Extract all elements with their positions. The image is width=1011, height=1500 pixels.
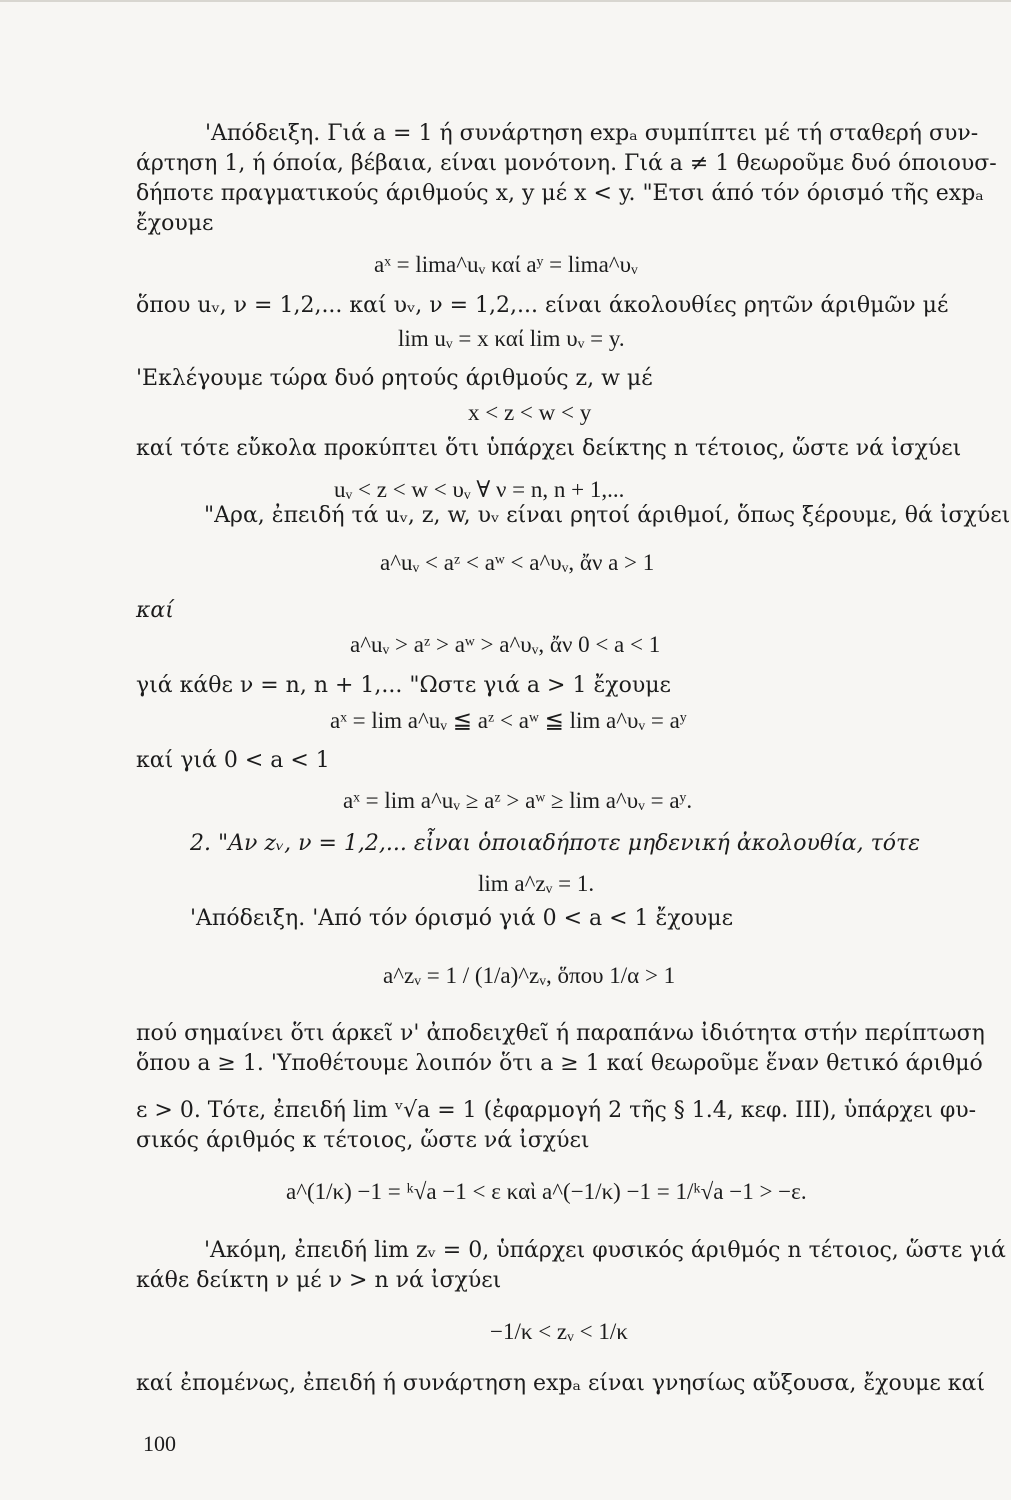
proof-paragraph-line-3: δήποτε πραγματικούς άριθμούς x, y μέ x < y. "Ετσι άπό τόν όρισμό τῆς expₐ xyxy=(136,181,984,206)
text-monotonic-conclusion: καί ἐπομένως, ἐπειδή ή συνάρτηση expₐ είναι γνησίως αὔξουσα, ἔχουμε καί xyxy=(136,1371,985,1396)
text-index-exists: καί τότε εὔκολα προκύπτει ὅτι ὑπάρχει δείκτης n τέτοιος, ὥστε νά ἰσχύει xyxy=(136,436,962,461)
equation-limits-exp: aˣ = lima^uᵥ καί aʸ = lima^υᵥ xyxy=(374,252,638,277)
paragraph-3-line-2: κάθε δείκτη ν μέ ν > n νά ἰσχύει xyxy=(136,1268,502,1293)
statement-2: 2. "Αν zᵥ, ν = 1,2,... εἶναι ὁποιαδήποτε μηδενική ἀκολουθία, τότε xyxy=(190,831,921,856)
equation-case-a-greater-one: aˣ = lim a^uᵥ ≦ aᶻ < aʷ ≦ lim a^υᵥ = aʸ xyxy=(330,708,687,733)
text-and-for-small-a: καί γιά 0 < a < 1 xyxy=(136,748,330,773)
page-number: 100 xyxy=(143,1431,176,1456)
text-and: καί xyxy=(136,598,174,623)
paragraph-2-line-2: ὅπου a ≥ 1. 'Υποθέτουμε λοιπόν ὅτι a ≥ 1 καί θεωροῦμε ἕναν θετικό άριθμό xyxy=(136,1051,983,1076)
paragraph-2-line-3: ε > 0. Τότε, ἐπειδή lim ᵛ√a = 1 (ἐφαρμογή 2 τῆς § 1.4, κεφ. III), ὑπάρχει φυ- xyxy=(136,1098,977,1123)
text-where-sequences: ὅπου uᵥ, ν = 1,2,... καί υᵥ, ν = 1,2,... είναι άκολουθίες ρητῶν άριθμῶν μέ xyxy=(136,293,949,318)
equation-case-a-less-one: aˣ = lim a^uᵥ ≥ aᶻ > aʷ ≥ lim a^υᵥ = aʸ. xyxy=(343,788,693,813)
proof-2-intro: 'Απόδειξη. 'Από τόν όρισμό γιά 0 < a < 1 ἔχουμε xyxy=(190,906,733,931)
equation-z-bounds: −1/κ < zᵥ < 1/κ xyxy=(490,1319,628,1344)
equation-sequence-ordering: uᵥ < z < w < υᵥ ∀ ν = n, n + 1,... xyxy=(334,477,625,502)
text-hence-rational: "Αρα, ἐπειδή τά uᵥ, z, w, υᵥ είναι ρητοί άριθμοί, ὅπως ξέρουμε, θά ἰσχύει xyxy=(204,503,1011,528)
equation-reciprocal-form: a^zᵥ = 1 / (1/a)^zᵥ, ὅπου 1/α > 1 xyxy=(383,963,676,988)
text-for-every-index: γιά κάθε ν = n, n + 1,... "Ωστε γιά a > 1 ἔχουμε xyxy=(136,673,671,698)
equation-ordering: x < z < w < y xyxy=(468,400,592,425)
paragraph-2-line-4: σικός άριθμός κ τέτοιος, ὥστε νά ἰσχύει xyxy=(136,1128,590,1153)
text-choose-rationals: 'Εκλέγουμε τώρα δυό ρητούς άριθμούς z, w μέ xyxy=(136,366,653,391)
proof-paragraph-line-1: 'Απόδειξη. Γιά a = 1 ή συνάρτηση expₐ συμπίπτει μέ τή σταθερή συν- xyxy=(205,121,979,146)
equation-power-decreasing: a^uᵥ > aᶻ > aʷ > a^υᵥ, ἄν 0 < a < 1 xyxy=(350,632,661,657)
proof-paragraph-line-4: ἔχουμε xyxy=(136,211,214,236)
proof-paragraph-line-2: άρτηση 1, ή όποία, βέβαια, είναι μονότονη. Γιά a ≠ 1 θεωροῦμε δυό όποιουσ- xyxy=(136,151,997,176)
equation-power-increasing: a^uᵥ < aᶻ < aʷ < a^υᵥ, ἄν a > 1 xyxy=(380,550,655,575)
equation-root-bounds: a^(1/κ) −1 = ᵏ√a −1 < ε καὶ a^(−1/κ) −1 = 1/ᵏ√a −1 > −ε. xyxy=(286,1179,807,1204)
equation-sequence-limits: lim uᵥ = x καί lim υᵥ = y. xyxy=(398,326,625,351)
equation-limit-one: lim a^zᵥ = 1. xyxy=(478,871,595,896)
scan-top-edge xyxy=(0,0,1011,2)
paragraph-2-line-1: πού σημαίνει ὅτι άρκεῖ ν' ἀποδειχθεῖ ή παραπάνω ἰδιότητα στήν περίπτωση xyxy=(136,1021,985,1046)
paragraph-3-line-1: 'Ακόμη, ἐπειδή lim zᵥ = 0, ὑπάρχει φυσικός άριθμός n τέτοιος, ὥστε γιά xyxy=(204,1238,1006,1263)
